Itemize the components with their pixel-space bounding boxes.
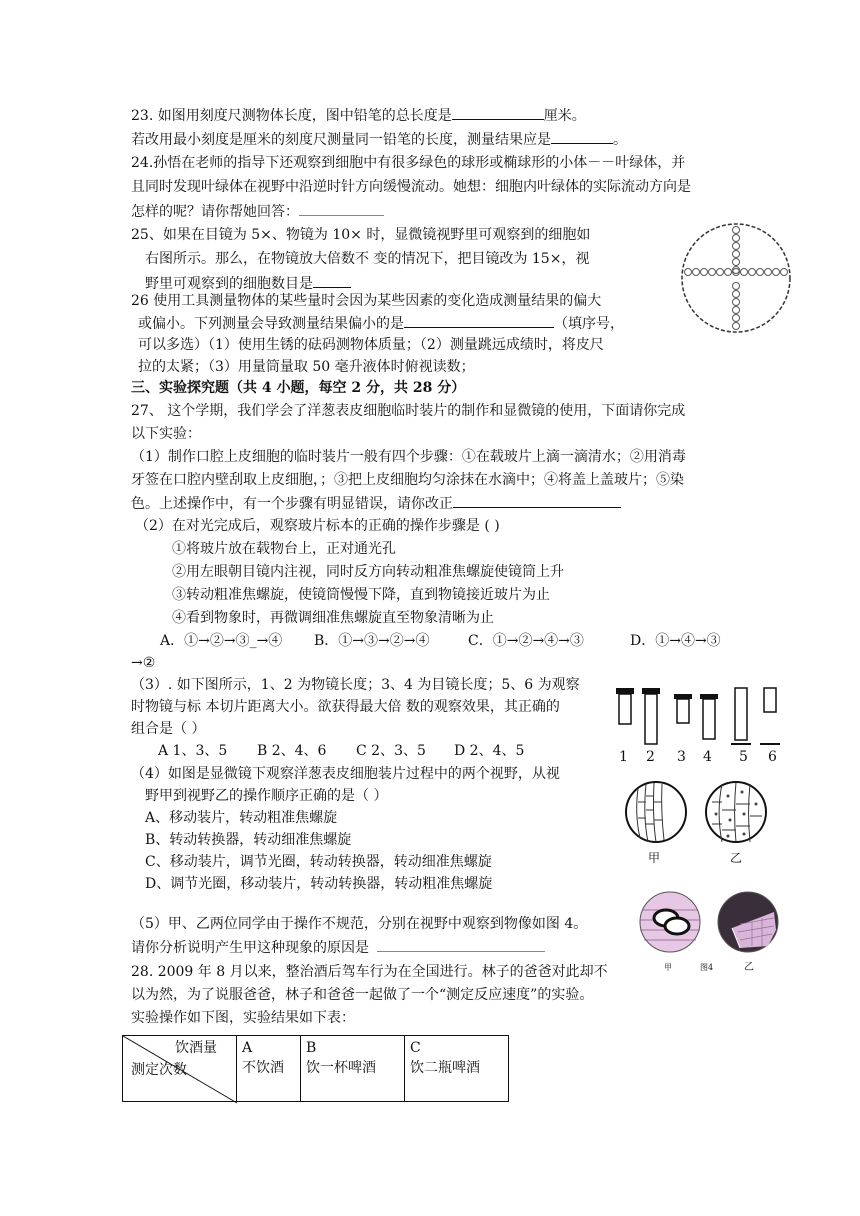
q24-line1: 24.孙悟在老师的指导下还观察到细胞中有很多绿色的球形或椭球形的小体－－叶绿体，并 — [131, 155, 686, 171]
q27-p5-text2: 请你分析说明产生甲这种现象的原因是 — [131, 940, 369, 956]
q24-line2: 且同时发现叶绿体在视野中沿逆时针方向缓慢流动。她想：细胞内叶绿体的实际流动方向是 — [131, 179, 691, 195]
q25-line1: 25、如果在目镜为 5×、物镜为 10× 时，显微镜视野里可观察到的细胞如 — [131, 227, 591, 243]
q26-line3: 可以多选）（1）使用生锈的砝码测物体质量；（2）测量跳远成绩时，将皮尺 — [138, 337, 604, 353]
q27-p1-blank[interactable] — [453, 493, 621, 508]
lens-label-5: 5 — [739, 749, 748, 765]
q23-line1 — [131, 105, 586, 126]
q24-line3 — [131, 201, 384, 222]
q26-text2a: 或偏小。下列测量会导致测量结果偏小的是 — [138, 316, 404, 332]
lens-5-tube — [735, 688, 747, 740]
q26-line4: 拉的太紧；（3）用量筒量取 50 毫升液体时俯视读数； — [138, 359, 475, 375]
q27-p2-option-d-cont: →② — [131, 655, 156, 671]
q27-p5-line1: （5）甲、乙两位同学由于操作不规范，分别在视野中观察到物像如图 4。 — [131, 916, 588, 932]
q27-intro1: 27、 这个学期，我们学会了洋葱表皮细胞临时装片的制作和显微镜的使用，下面请你完成 — [131, 403, 686, 419]
q27-p4-option-c[interactable]: C、移动装片，调节光圈，转动转换器，转动细准焦螺旋 — [145, 854, 492, 870]
q27-p5-blank[interactable] — [377, 937, 545, 952]
q23-text1: 23. 如图用刻度尺测物体长度，图中铅笔的总长度是 — [131, 108, 452, 124]
q27-p4-option-b[interactable]: B、转动转换器，转动细准焦螺旋 — [145, 832, 352, 848]
q23-text2: 若改用最小刻度是厘米的刻度尺测量同一铅笔的长度，测量结果应是 — [131, 132, 551, 148]
q27-p3-option-d[interactable]: D 2、4、5 — [454, 743, 525, 759]
q25-line2: 右图所示。那么，在物镜放大倍数不 变的情况下，把目镜改为 15×，视 — [145, 251, 590, 267]
q27-p3-line2: 时物镜与标 本切片距离大小。欲获得最大倍 数的观察效果，其正确的 — [131, 699, 560, 715]
lens-figure — [612, 680, 792, 750]
q27-p1-line1: （1）制作口腔上皮细胞的临时装片一般有四个步骤：①在载玻片上滴一滴清水；②用消毒 — [131, 449, 686, 465]
figure-4 — [636, 888, 786, 966]
figure4-label-jia: 甲 — [664, 963, 672, 972]
q27-p4-line2: 野甲到视野乙的操作顺序正确的是（ ） — [145, 788, 388, 804]
lens-1-tube — [619, 694, 631, 724]
lens-label-6: 6 — [768, 749, 777, 765]
table-col-a — [237, 1036, 301, 1102]
q28-line1: 28. 2009 年 8 月以来，整治酒后驾车行为在全国进行。林子的爸爸对此却不 — [131, 964, 608, 980]
q27-p2-option-d[interactable]: D．①→④→③ — [630, 633, 721, 649]
lens-label-1: 1 — [619, 749, 628, 765]
col-a-letter: A — [242, 1040, 253, 1056]
q27-p2-option-a[interactable]: A．①→②→③_→④ — [160, 633, 283, 649]
q27-p2-option-c[interactable]: C．①→②→④→③ — [468, 633, 584, 649]
q27-p2-step1: ①将玻片放在载物台上，正对通光孔 — [172, 541, 396, 557]
field-label-yi: 乙 — [730, 851, 743, 865]
q27-p4-line1: （4）如图是显微镜下观察洋葱表皮细胞装片过程中的两个视野，从视 — [131, 766, 560, 782]
lens-label-3: 3 — [677, 749, 686, 765]
q27-p4-option-d[interactable]: D、调节光圈，移动装片，转动转换器，转动粗准焦螺旋 — [145, 876, 493, 892]
header-test-count: 测定次数 — [131, 1062, 187, 1078]
col-b-label: 饮一杯啤酒 — [306, 1060, 376, 1076]
lens-label-4: 4 — [703, 749, 712, 765]
lens-2-tube — [645, 694, 657, 744]
lens-1-cap — [616, 688, 634, 694]
table-col-c — [405, 1036, 509, 1102]
q27-p2-step4: ④看到物象时，再微调细准焦螺旋直至物象清晰为止 — [172, 610, 494, 626]
q27-p1-text3: 色。上述操作中，有一个步骤有明显错误，请你改正 — [131, 496, 453, 512]
field-view-jia — [624, 780, 688, 844]
col-a-label: 不饮酒 — [242, 1060, 284, 1076]
q27-p3-line3: 组合是（ ） — [131, 721, 206, 737]
q23-blank1[interactable] — [452, 105, 544, 120]
field-view-yi — [704, 780, 768, 844]
q25-blank[interactable] — [313, 273, 351, 288]
q28-line3: 实验操作如下图，实验结果如下表： — [131, 1010, 355, 1026]
q28-line2: 以为然，为了说服爸爸，林子和爸爸一起做了一个“测定反应速度”的实验。 — [131, 987, 594, 1003]
lens-4-tube — [703, 699, 715, 739]
q27-p3-option-a[interactable]: A 1、3、5 — [158, 743, 228, 759]
q23-line2 — [131, 129, 627, 150]
q24-text3: 怎样的呢？请你帮她回答： — [131, 204, 299, 220]
q27-p2-option-b[interactable]: B．①→③→②→④ — [314, 633, 430, 649]
q25-text3: 野里可观察到的细胞数目是 — [145, 276, 313, 292]
col-b-letter: B — [306, 1040, 317, 1056]
q27-p1-line3 — [131, 493, 621, 514]
q26-line2 — [138, 313, 624, 334]
results-table — [122, 1035, 509, 1102]
lens-3-tube — [677, 699, 689, 723]
q27-p5-line2 — [131, 937, 545, 958]
q27-p3-line1: （3）. 如下图所示，1、2 为物镜长度；3、4 为目镜长度；5、6 为观察 — [131, 677, 580, 693]
q27-p3-option-b[interactable]: B 2、4、6 — [257, 743, 327, 759]
lens-2-cap — [642, 688, 660, 694]
q26-text2b: （填序号， — [554, 316, 624, 332]
q27-p2-line: （2）在对光完成后，观察玻片标本的正确的操作步骤是 ( ) — [135, 518, 500, 534]
q27-intro2: 以下实验： — [131, 426, 201, 442]
q24-blank[interactable] — [299, 201, 384, 216]
col-c-letter: C — [410, 1040, 421, 1056]
q27-p4-option-a[interactable]: A、移动装片，转动粗准焦螺旋 — [145, 810, 338, 826]
lens-6-tube — [764, 688, 776, 712]
q26-blank[interactable] — [404, 313, 554, 328]
section-title: 三、实验探究题（共 4 小题，每空 2 分，共 28 分） — [131, 380, 466, 396]
q27-p1-line2: 牙签在口腔内壁刮取上皮细胞，；③把上皮细胞均匀涂抹在水滴中；④将盖上盖玻片；⑤染 — [131, 472, 684, 488]
header-drink-amount: 饮酒量 — [175, 1040, 217, 1056]
field-label-jia: 甲 — [648, 851, 661, 865]
q26-line1: 26 使用工具测量物体的某些量时会因为某些因素的变化造成测量结果的偏大 — [131, 293, 602, 309]
q27-p3-option-c[interactable]: C 2、3、5 — [356, 743, 426, 759]
figure4-caption: 图4 — [700, 963, 714, 972]
microscope-field-figure — [680, 222, 792, 334]
q23-end2: 。 — [613, 132, 627, 148]
table-col-b — [301, 1036, 405, 1102]
q27-p2-step2: ②用左眼朝目镜内注视，同时反方向转动粗准焦螺旋使镜筒上升 — [172, 564, 564, 580]
q23-unit1: 厘米。 — [543, 108, 586, 124]
table-header-diagonal — [123, 1036, 237, 1102]
figure4-label-yi: 乙 — [744, 962, 754, 973]
q27-p2-step3: ③转动粗准焦螺旋，使镜筒慢慢下降，直到物镜接近玻片为止 — [172, 587, 550, 603]
q23-blank2[interactable] — [551, 129, 613, 144]
col-c-label: 饮二瓶啤酒 — [410, 1060, 480, 1076]
lens-label-2: 2 — [646, 749, 655, 765]
